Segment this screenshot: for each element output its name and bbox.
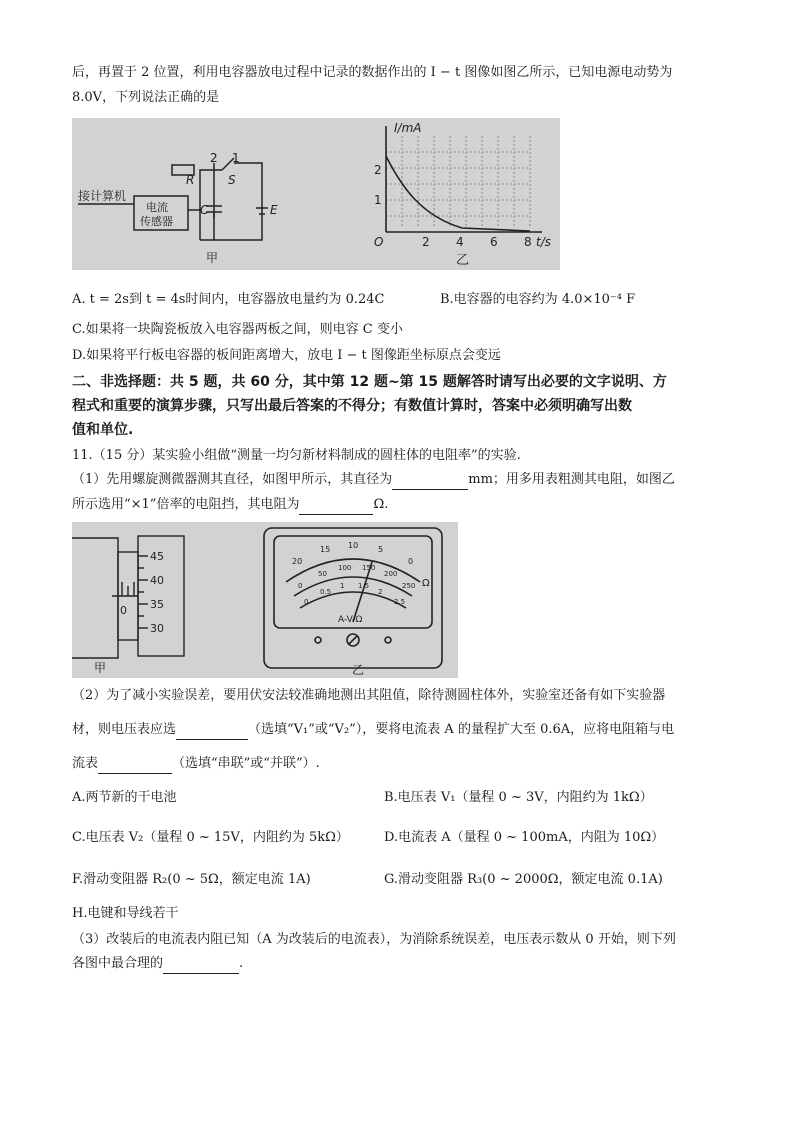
graph-xlabel: t/s [536,235,551,249]
resistor-label: R [186,173,195,187]
graph-xtick: 2 [422,235,430,249]
equipment-a: A.两节新的干电池 [72,790,177,805]
ohm-scale-label: 20 [292,557,303,566]
section2-line-1: 二、非选择题：共 5 题，共 60 分，其中第 12 题~第 15 题解答时请写出必要的文字说明、方 [72,374,667,390]
micrometer-caption: 甲 [94,661,107,675]
graph-xtick: 6 [490,235,498,249]
meter-model: A-V-Ω [338,615,363,625]
graph-ytick: 1 [374,193,382,207]
emf-label: E [270,203,278,217]
q11-part1-line1 [72,470,675,490]
q11-part2-line1: （2）为了减小实验误差，要用伏安法较准确地测出其阻值，除待测圆柱体外，实验室还备有如下实验器 [72,688,666,703]
q11-part3-line2 [72,954,243,974]
q11-part1-line2 [72,495,388,515]
dc-scale-label: 0 [298,582,303,590]
ac-scale-label: 1.5 [358,582,370,590]
switch-pos-2: 2 [210,151,218,165]
ohm-scale-label: 5 [378,545,384,554]
micrometer-tick: 30 [150,622,164,635]
graph-origin: O [374,235,384,249]
q11-part2-text-b: 材，则电压表应选 [72,722,177,737]
equipment-d: D.电流表 A（量程 0 ~ 100mA，内阻为 10Ω） [384,830,665,845]
q11-part2-line2 [72,720,674,740]
computer-label: 接计算机 [78,189,127,203]
ac-scale-label: 2 [378,588,383,596]
multimeter-caption: 乙 [352,663,365,677]
q11-part2-text-c: （选填“V₁”或“V₂”），要将电流表 A 的量程扩大至 0.6A，应将电阻箱与电 [248,722,675,737]
q11-part3-text-b: 各图中最合理的 [72,956,164,971]
ohm-scale-label: 10 [348,541,359,550]
graph-caption: 乙 [456,253,470,268]
micrometer-tick: 35 [150,598,164,611]
q11-part2-line3 [72,754,320,774]
diameter-answer-blank[interactable] [392,475,468,490]
ac-scale-label: 1 [340,582,345,590]
section2-line-2: 程式和重要的演算步骤，只写出最后答案的不得分；有数值计算时，答案中必须明确写出数 [72,398,632,414]
q10-option-a: A. t = 2s到 t = 4s时间内，电容器放电量约为 0.24C [72,292,385,307]
dc-scale-label: 100 [338,564,352,572]
section2-line-3: 值和单位. [72,422,134,438]
figure-capacitor-drawing [72,118,560,270]
ac-scale-label: 2.5 [394,598,406,606]
figure-capacitor [72,118,560,270]
q10-option-d: D.如果将平行板电容器的板间距离增大，放电 I − t 图像距坐标原点会变远 [72,348,501,363]
q11-part1-text-d: Ω. [373,497,389,512]
q11-part1-text-b: mm；用多用表粗测其电阻，如图乙 [468,472,675,487]
intro-line-2: 8.0V，下列说法正确的是 [72,90,220,105]
dc-scale-label: 200 [384,570,398,578]
ac-scale-label: 0 [304,598,309,606]
circuit-caption: 甲 [206,251,219,265]
q11-part1-text-a: （1）先用螺旋测微器测其直径，如图甲所示，其直径为 [72,472,393,487]
q10-option-b: B.电容器的电容约为 4.0×10⁻⁴ F [440,292,636,307]
ac-scale-label: 0.5 [320,588,332,596]
q11-stem: 11.（15 分）某实验小组做“测量一均匀新材料制成的圆柱体的电阻率”的实验. [72,448,521,463]
circuit-answer-blank[interactable] [163,959,239,974]
capacitor-label: C [200,203,209,217]
equipment-g: G.滑动变阻器 R₃(0 ~ 2000Ω，额定电流 0.1A) [384,872,663,887]
graph-xtick: 8 [524,235,532,249]
q11-part3-line1: （3）改装后的电流表内阻已知（A 为改装后的电流表），为消除系统误差，电压表示数从 0 开始，则下列 [72,932,676,947]
graph-ytick: 2 [374,163,382,177]
micrometer-tick: 40 [150,574,164,587]
sensor-label-2: 传感器 [140,215,173,228]
graph-ylabel: I/mA [394,121,422,135]
equipment-c: C.电压表 V₂（量程 0 ~ 15V，内阻约为 5kΩ） [72,830,349,845]
intro-line-1: 后，再置于 2 位置，利用电容器放电过程中记录的数据作出的 I − t 图像如图乙所示，已知电源电动势为 [72,65,673,80]
dc-scale-label: 50 [318,570,327,578]
q11-part3-text-c: . [239,956,244,971]
ohm-scale-label: 0 [408,557,414,566]
q11-part1-text-c: 所示选用“×1”倍率的电阻挡，其电阻为 [72,497,300,512]
resistance-answer-blank[interactable] [299,500,373,515]
micrometer-zero: 0 [120,604,127,617]
connection-answer-blank[interactable] [98,759,172,774]
ohm-symbol: Ω [422,578,430,589]
equipment-h: H.电键和导线若干 [72,906,179,921]
micrometer-tick: 45 [150,550,164,563]
equipment-f: F.滑动变阻器 R₂(0 ~ 5Ω，额定电流 1A) [72,872,311,887]
ohm-scale-label: 15 [320,545,331,554]
switch-pos-1: 1 [232,151,240,165]
q11-part2-text-e: （选填“串联”或“并联”）. [172,756,320,771]
figure-instruments [72,522,458,678]
voltmeter-answer-blank[interactable] [176,725,248,740]
q10-option-c: C.如果将一块陶瓷板放入电容器两板之间，则电容 C 变小 [72,322,403,337]
graph-xtick: 4 [456,235,464,249]
sensor-label-1: 电流 [146,201,168,214]
q11-part2-text-d: 流表 [72,756,99,771]
dc-scale-label: 250 [402,582,416,590]
dc-scale-label: 150 [362,564,376,572]
switch-label: S [228,173,236,187]
discharge-graph [374,121,551,268]
equipment-b: B.电压表 V₁（量程 0 ~ 3V，内阻约为 1kΩ） [384,790,653,805]
figure-instruments-drawing [72,522,458,678]
